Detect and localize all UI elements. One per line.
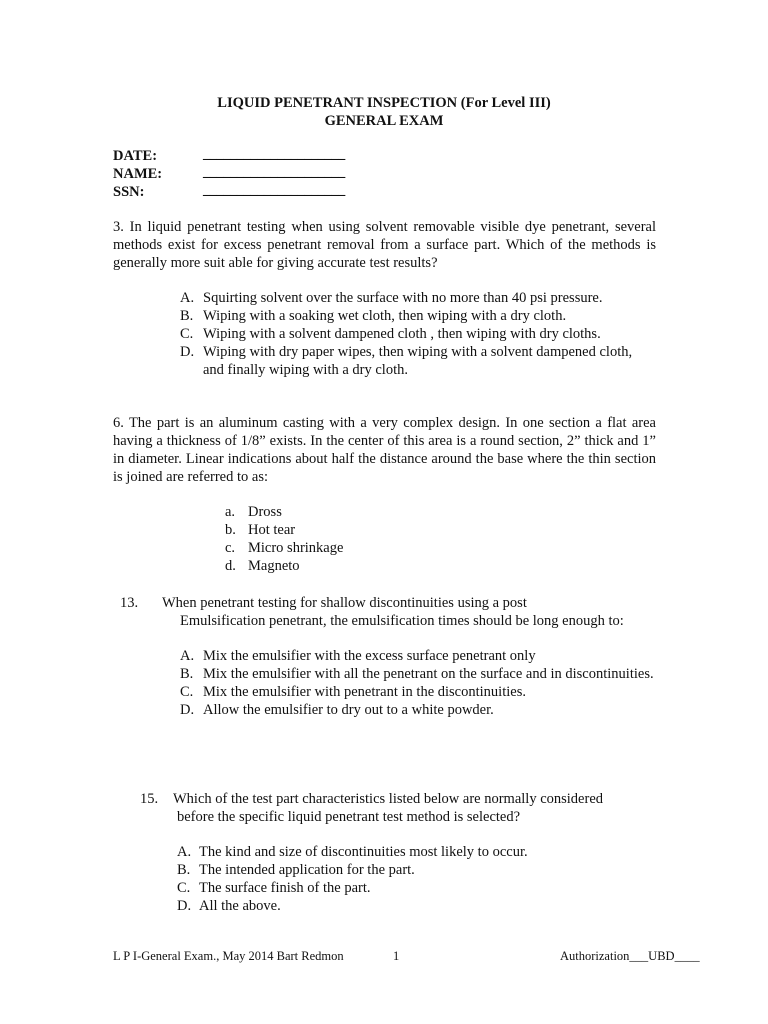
option-letter: C. [180, 326, 194, 342]
option-text: Hot tear [248, 522, 296, 538]
option-letter: B. [177, 862, 191, 878]
option-c [180, 683, 656, 701]
option-b [180, 665, 656, 683]
option-b [225, 521, 525, 539]
option-letter: D. [180, 344, 195, 360]
question-number: 13. [120, 595, 139, 611]
option-letter: A. [177, 844, 192, 860]
question-text-line-2: before the specific liquid penetrant test method is selected? [177, 809, 521, 825]
option-letter: B. [180, 308, 194, 324]
option-c [177, 879, 657, 897]
exam-subtitle: GENERAL EXAM [324, 113, 444, 129]
question-15-options [177, 843, 657, 915]
option-text: The kind and size of discontinuities most likely to occur. [199, 844, 528, 860]
option-d [177, 897, 657, 915]
question-text-line-1: When penetrant testing for shallow discontinuities using a post [162, 595, 527, 611]
footer-authorization: Authorization___UBD____ [560, 949, 700, 963]
option-a [225, 503, 525, 521]
option-a [180, 647, 656, 665]
page-number: 1 [393, 949, 400, 963]
question-6-options [225, 503, 525, 575]
option-c [225, 539, 525, 557]
option-letter: C. [177, 880, 191, 896]
option-text: Squirting solvent over the surface with no more than 40 psi pressure. [203, 290, 603, 306]
option-text: Wiping with a solvent dampened cloth , then wiping with dry cloths. [203, 326, 601, 342]
question-number: 15. [140, 791, 159, 807]
question-13-options [180, 647, 656, 719]
question-text-line-2: Emulsification penetrant, the emulsification times should be long enough to: [180, 613, 624, 629]
option-letter: b. [225, 522, 236, 538]
option-text: The surface finish of the part. [199, 880, 371, 896]
option-d [225, 557, 525, 575]
option-letter: d. [225, 558, 236, 574]
exam-title: LIQUID PENETRANT INSPECTION (For Level III) [217, 95, 551, 111]
footer-left: L P I-General Exam., May 2014 Bart Redmon [113, 949, 344, 963]
option-text: Wiping with dry paper wipes, then wiping with a solvent dampened cloth, and finally wiping with a dry cloth. [203, 344, 633, 378]
option-text: Dross [248, 504, 282, 520]
option-letter: C. [180, 684, 194, 700]
option-letter: B. [180, 666, 194, 682]
option-letter: c. [225, 540, 236, 556]
option-text: The intended application for the part. [199, 862, 415, 878]
option-a [177, 843, 657, 861]
question-number: 6. [113, 415, 124, 431]
ssn-label: SSN: [113, 184, 145, 200]
option-b [180, 307, 656, 325]
option-letter: A. [180, 648, 195, 664]
option-text: Wiping with a soaking wet cloth, then wiping with a dry cloth. [203, 308, 567, 324]
option-letter: A. [180, 290, 195, 306]
option-text: All the above. [199, 898, 281, 914]
question-text: The part is an aluminum casting with a very complex design. In one section a flat area having a thickness of 1/8” exists. In the center of this area is a round section, 2” thick and 1” in diameter. Linear indications about half the distance around the base where the thin section is joined are referred to as: [113, 415, 656, 485]
option-a [180, 289, 656, 307]
option-letter: a. [225, 504, 236, 520]
question-text-line-1: Which of the test part characteristics listed below are normally considered [173, 791, 604, 807]
option-letter: D. [180, 702, 195, 718]
ssn-blank: _____________________ [203, 182, 345, 198]
option-d [180, 343, 656, 379]
option-text: Mix the emulsifier with all the penetrant on the surface and in discontinuities. [203, 666, 654, 682]
option-c [180, 325, 656, 343]
option-text: Allow the emulsifier to dry out to a white powder. [203, 702, 494, 718]
date-label: DATE: [113, 148, 158, 164]
option-b [177, 861, 657, 879]
name-blank: _____________________ [203, 164, 345, 180]
option-text: Mix the emulsifier with the excess surface penetrant only [203, 648, 536, 664]
question-6 [113, 414, 656, 486]
question-number: 3. [113, 219, 124, 235]
option-text: Micro shrinkage [248, 540, 344, 556]
option-text: Mix the emulsifier with penetrant in the discontinuities. [203, 684, 526, 700]
date-blank: _____________________ [203, 146, 345, 162]
question-3-options [180, 289, 656, 379]
question-3 [113, 218, 656, 272]
name-label: NAME: [113, 166, 163, 182]
option-letter: D. [177, 898, 192, 914]
question-text: In liquid penetrant testing when using solvent removable visible dye penetrant, several methods exist for excess penetrant removal from a surface part. Which of the methods is generally more suit able for giving accurate test results? [113, 219, 657, 271]
option-text: Magneto [248, 558, 300, 574]
option-d [180, 701, 656, 719]
